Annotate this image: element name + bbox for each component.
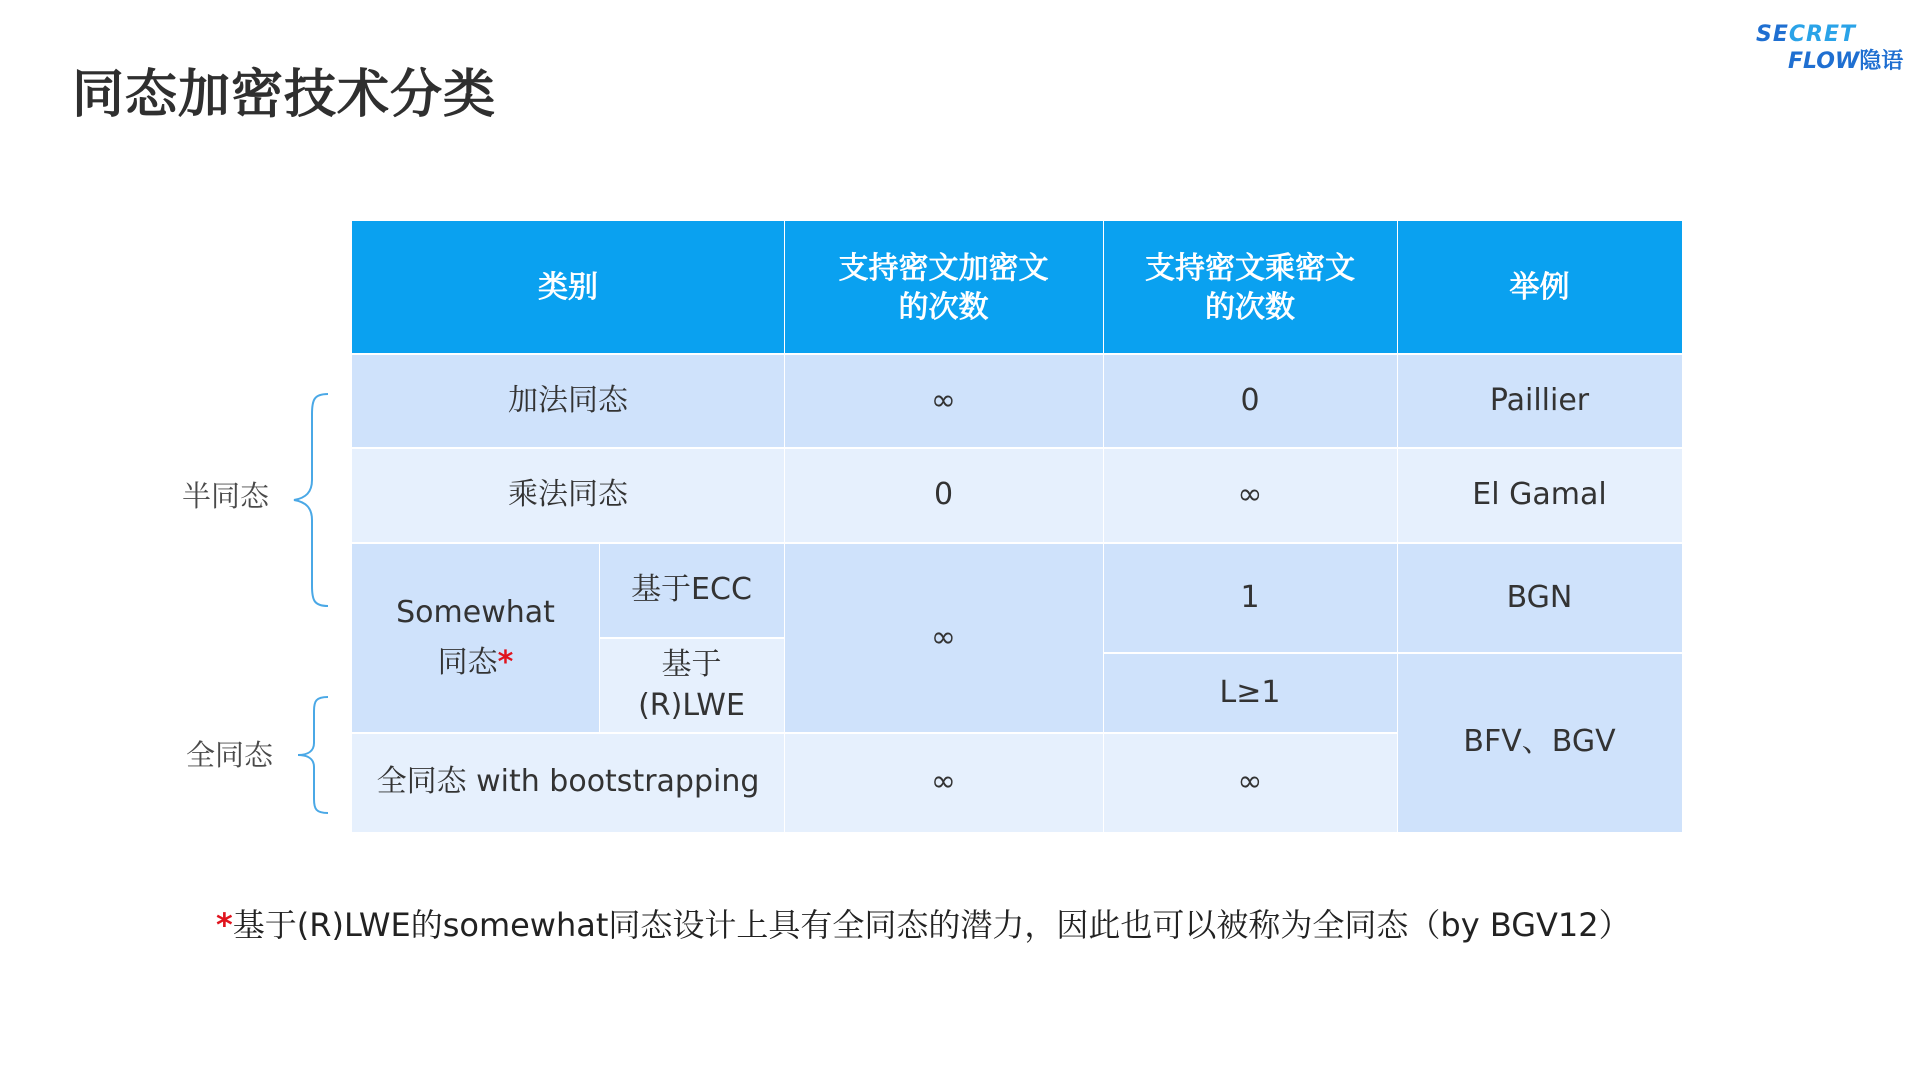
- cell-shared-example: BFV、BGV: [1397, 653, 1682, 832]
- label-fully-homomorphic: 全同态: [186, 738, 274, 772]
- header-multiplication-count: 支持密文乘密文的次数: [1103, 221, 1397, 354]
- cell-fhe-category: 全同态 with bootstrapping: [352, 733, 784, 832]
- header-example: 举例: [1397, 221, 1682, 354]
- grid-line: [1103, 221, 1104, 832]
- cell-additive-example: Paillier: [1397, 354, 1682, 448]
- page-title: 同态加密技术分类: [72, 65, 497, 125]
- cell-ecc-example: BGN: [1397, 543, 1682, 653]
- logo-text-cret: CRET: [1788, 22, 1856, 47]
- cell-lwe-sub: 基于(R)LWE: [599, 638, 784, 733]
- cell-multiplicative-add: 0: [784, 448, 1103, 543]
- cell-additive-mul: 0: [1103, 354, 1397, 448]
- logo-text-flow: FLOW: [1788, 49, 1860, 74]
- cell-multiplicative-category: 乘法同态: [352, 448, 784, 543]
- cell-fhe-mul: ∞: [1103, 733, 1397, 832]
- somewhat-label-line1: Somewhat: [396, 594, 555, 630]
- footnote-star: *: [216, 906, 233, 944]
- grid-line: [352, 353, 1682, 355]
- brace-full-icon: [296, 695, 334, 815]
- cell-fhe-add: ∞: [784, 733, 1103, 832]
- header-addition-count: 支持密文加密文的次数: [784, 221, 1103, 354]
- grid-line: [352, 447, 1682, 449]
- grid-line: [352, 542, 1682, 544]
- logo-text-cn: 隐语: [1859, 49, 1904, 74]
- cell-additive-add: ∞: [784, 354, 1103, 448]
- grid-line: [784, 221, 785, 832]
- classification-table: [352, 221, 1682, 832]
- cell-ecc-sub: 基于ECC: [599, 543, 784, 638]
- cell-lwe-mul: L≥1: [1103, 653, 1397, 733]
- header-category: 类别: [352, 221, 784, 354]
- grid-line: [1103, 652, 1682, 654]
- cell-additive-category: 加法同态: [352, 354, 784, 448]
- somewhat-label-line2-wrap: [438, 643, 514, 684]
- label-partial-homomorphic: 半同态: [182, 479, 270, 513]
- footnote-text: 基于(R)LWE的somewhat同态设计上具有全同态的潜力，因此也可以被称为全同态（by BGV12）: [232, 906, 1631, 944]
- grid-line: [1397, 221, 1398, 832]
- brace-partial-icon: [290, 392, 334, 608]
- cell-multiplicative-example: El Gamal: [1397, 448, 1682, 543]
- logo-text-se: SE: [1756, 22, 1789, 47]
- grid-line: [352, 732, 1397, 734]
- secretflow-logo: [1752, 22, 1912, 74]
- footnote: [216, 900, 1631, 946]
- cell-somewhat-category: [352, 543, 599, 733]
- cell-somewhat-add: ∞: [784, 543, 1103, 733]
- somewhat-footnote-star: *: [497, 645, 514, 680]
- cell-multiplicative-mul: ∞: [1103, 448, 1397, 543]
- grid-line: [599, 637, 784, 639]
- somewhat-label-line2: 同态: [437, 645, 498, 680]
- cell-ecc-mul: 1: [1103, 543, 1397, 653]
